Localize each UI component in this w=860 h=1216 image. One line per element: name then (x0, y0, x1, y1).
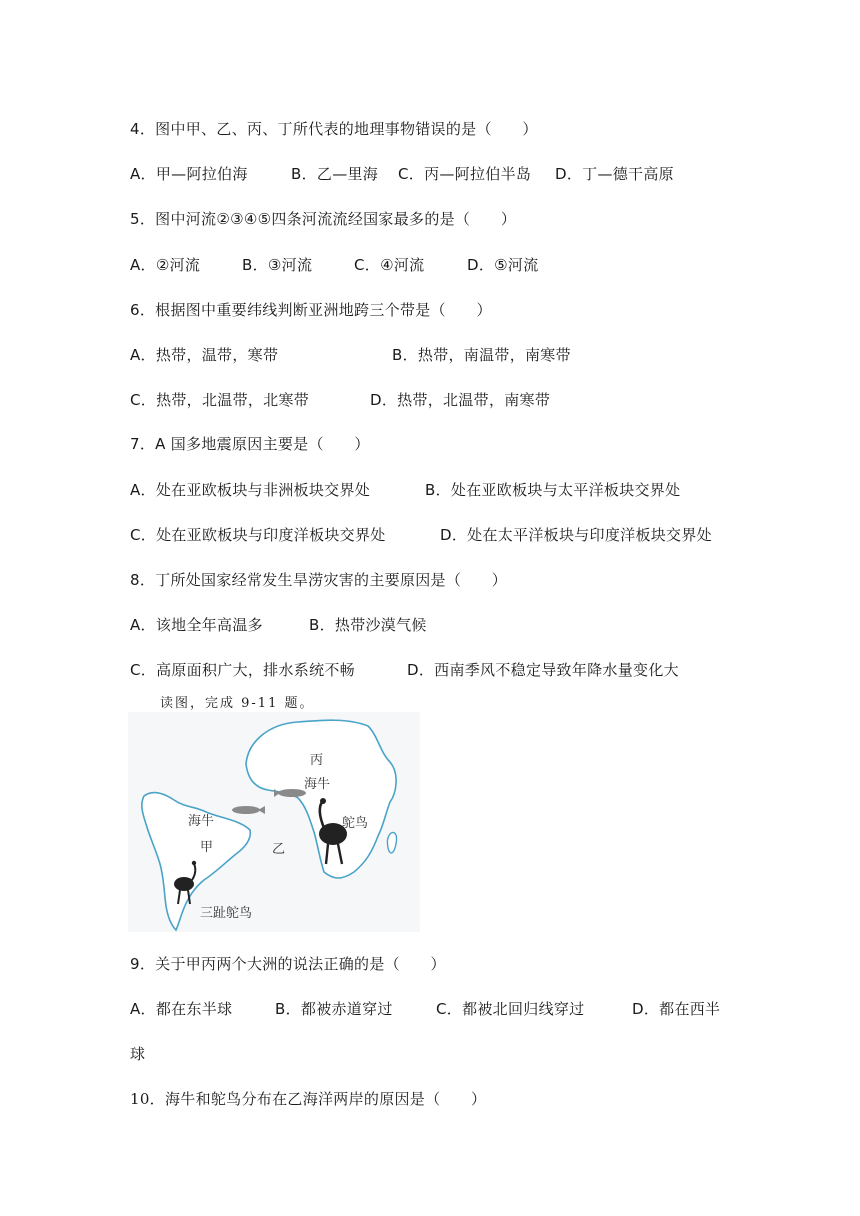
option-c: C．④河流 (354, 256, 425, 274)
option-b: B．处在亚欧板块与太平洋板块交界处 (425, 481, 681, 499)
map-label-manatee-africa: 海牛 (304, 777, 331, 792)
question-stem: 7．A 国多地震原因主要是（ ） (130, 435, 370, 453)
question-stem: 5．图中河流②③④⑤四条河流流经国家最多的是（ ） (130, 210, 517, 228)
continent-map (128, 712, 420, 932)
question-stem: 10．海牛和鸵鸟分布在乙海洋两岸的原因是（ ） (130, 1090, 487, 1108)
option-a: A．该地全年高温多 (130, 616, 263, 634)
option-a: A．热带，温带，寒带 (130, 346, 279, 364)
option-b: B．热带沙漠气候 (309, 616, 427, 634)
map-label-jia: 甲 (200, 840, 214, 855)
option-d: D．西南季风不稳定导致年降水量变化大 (407, 661, 679, 679)
map-intro: 读图，完成 9-11 题。 (160, 696, 315, 711)
map-label-bing: 丙 (310, 753, 324, 768)
option-d: D．⑤河流 (467, 256, 539, 274)
map-figure (128, 712, 420, 932)
map-label-manatee-sa: 海牛 (188, 814, 215, 829)
question-stem: 9．关于甲丙两个大洲的说法正确的是（ ） (130, 955, 446, 973)
option-c: C．都被北回归线穿过 (436, 1000, 585, 1018)
option-b: B．乙—里海 (291, 165, 379, 183)
option-a: A．②河流 (130, 256, 201, 274)
option-a: A．处在亚欧板块与非洲板块交界处 (130, 481, 371, 499)
question-stem: 6．根据图中重要纬线判断亚洲地跨三个带是（ ） (130, 301, 492, 319)
map-label-yi: 乙 (272, 842, 286, 857)
option-c: C．处在亚欧板块与印度洋板块交界处 (130, 526, 386, 544)
question-stem: 4．图中甲、乙、丙、丁所代表的地理事物错误的是（ ） (130, 120, 538, 138)
option-c: C．丙—阿拉伯半岛 (398, 165, 532, 183)
option-d: D．热带，北温带，南寒带 (370, 391, 551, 409)
option-d-wrap: 球 (130, 1045, 146, 1063)
option-d: D．处在太平洋板块与印度洋板块交界处 (440, 526, 712, 544)
map-label-ostrich: 鸵鸟 (342, 816, 369, 831)
map-label-rhea: 三趾鸵鸟 (200, 906, 253, 921)
option-b: B．都被赤道穿过 (275, 1000, 393, 1018)
option-a: A．都在东半球 (130, 1000, 233, 1018)
option-c: C．高原面积广大，排水系统不畅 (130, 661, 355, 679)
option-c: C．热带，北温带，北寒带 (130, 391, 310, 409)
option-a: A．甲—阿拉伯海 (130, 165, 248, 183)
option-b: B．③河流 (242, 256, 313, 274)
option-d: D．丁—德干高原 (555, 165, 674, 183)
option-d: D．都在西半 (632, 1000, 721, 1018)
question-stem: 8．丁所处国家经常发生旱涝灾害的主要原因是（ ） (130, 571, 508, 589)
option-b: B．热带，南温带，南寒带 (392, 346, 571, 364)
